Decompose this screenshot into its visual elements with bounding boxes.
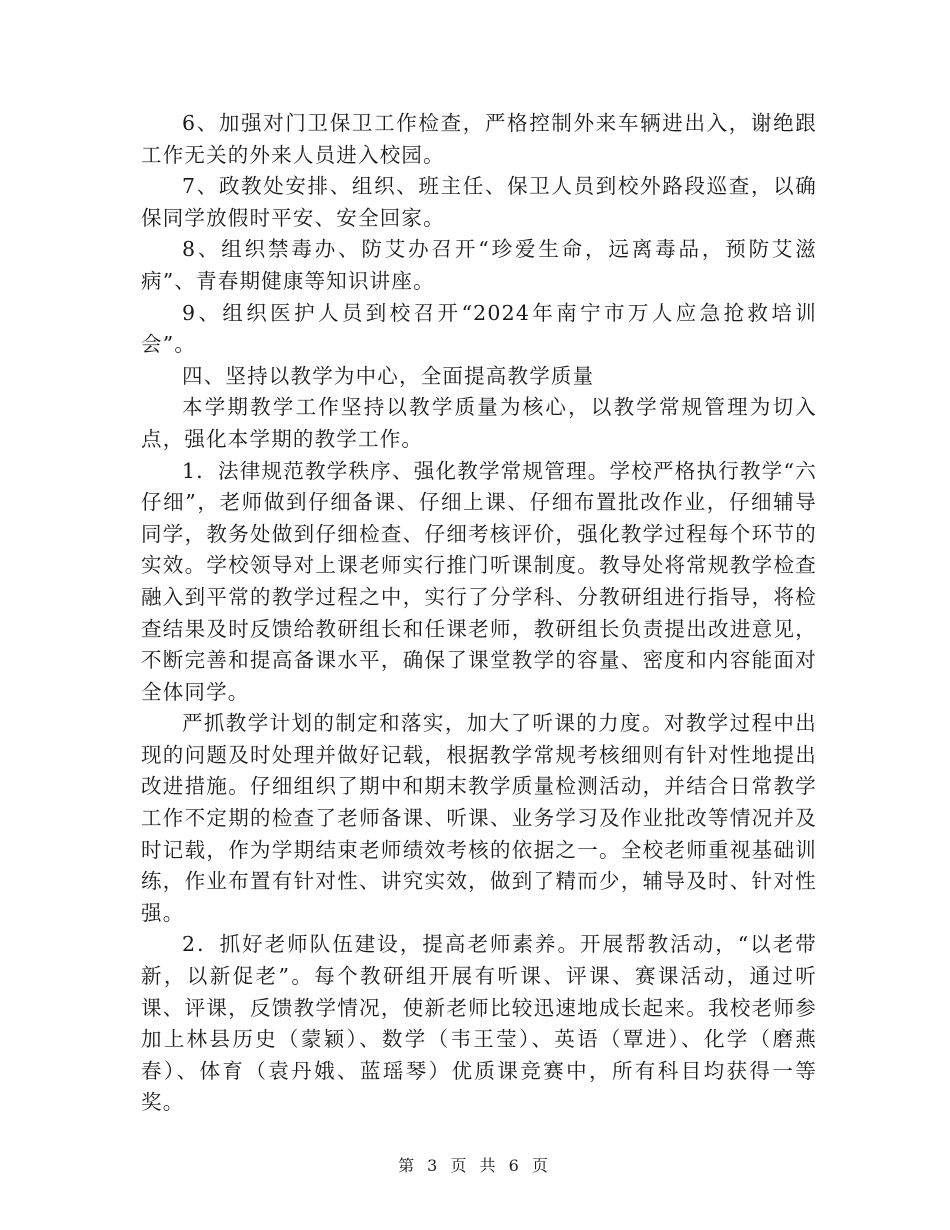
paragraph-item-8: 8、组织禁毒办、防艾办召开“珍爱生命，远离毒品，预防艾滋病”、青春期健康等知识讲座。 — [141, 237, 817, 293]
paragraph-teaching-plan: 严抓教学计划的制定和落实，加大了听课的力度。对教学过程中出现的问题及时处理并做好记载，根据教学常规考核细则有针对性地提出改进措施。仔细组织了期中和期末教学质量检测活动，并结合日常教学工作不定期的检查了老师备课、听课、业务学习及作业批改等情况并及时记载，作为学期结束老师绩效考核的依据之一。全校老师重视基础训练，作业布置有针对性、讲究实效，做到了精而少，辅导及时、针对性强。 — [141, 711, 817, 925]
paragraph-item-9: 9、组织医护人员到校召开“2024年南宁市万人应急抢救培训会”。 — [141, 300, 817, 357]
section-heading-4: 四、坚持以教学为中心，全面提高教学质量 — [182, 363, 595, 388]
paragraph-item-7: 7、政教处安排、组织、班主任、保卫人员到校外路段巡查，以确保同学放假时平安、安全回家。 — [141, 174, 817, 230]
page-footer: 第 3 页 共 6 页 — [398, 1156, 552, 1175]
paragraph-point-1: 1．法律规范教学秩序、强化教学常规管理。学校严格执行教学“六仔细”，老师做到仔细备课、仔细上课、仔细布置批改作业，仔细辅导同学，教务处做到仔细检查、仔细考核评价，强化教学过程每个环节的实效。学校领导对上课老师实行推门听课制度。教导处将常规教学检查融入到平常的教学过程之中，实行了分学科、分教研组进行指导，将检查结果及时反馈给教研组长和任课老师，教研组长负责提出改进意见，不断完善和提高备课水平，确保了课堂教学的容量、密度和内容能面对全体同学。 — [141, 458, 817, 704]
paragraph-intro: 本学期教学工作坚持以教学质量为核心，以教学常规管理为切入点，强化本学期的教学工作。 — [141, 395, 817, 451]
paragraph-item-6: 6、加强对门卫保卫工作检查，严格控制外来车辆进出入，谢绝跟工作无关的外来人员进入校园。 — [141, 111, 817, 167]
paragraph-point-2: 2．抓好老师队伍建设，提高老师素养。开展帮教活动，“以老带新，以新促老”。每个教研组开展有听课、评课、赛课活动，通过听课、评课，反馈教学情况，使新老师比较迅速地成长起来。我校老师参加上林县历史（蒙颖）、数学（韦王莹）、英语（覃进）、化学（磨燕春）、体育（袁丹娥、蓝瑶琴）优质课竞赛中，所有科目均获得一等奖。 — [141, 932, 817, 1115]
document-body — [141, 108, 817, 1119]
